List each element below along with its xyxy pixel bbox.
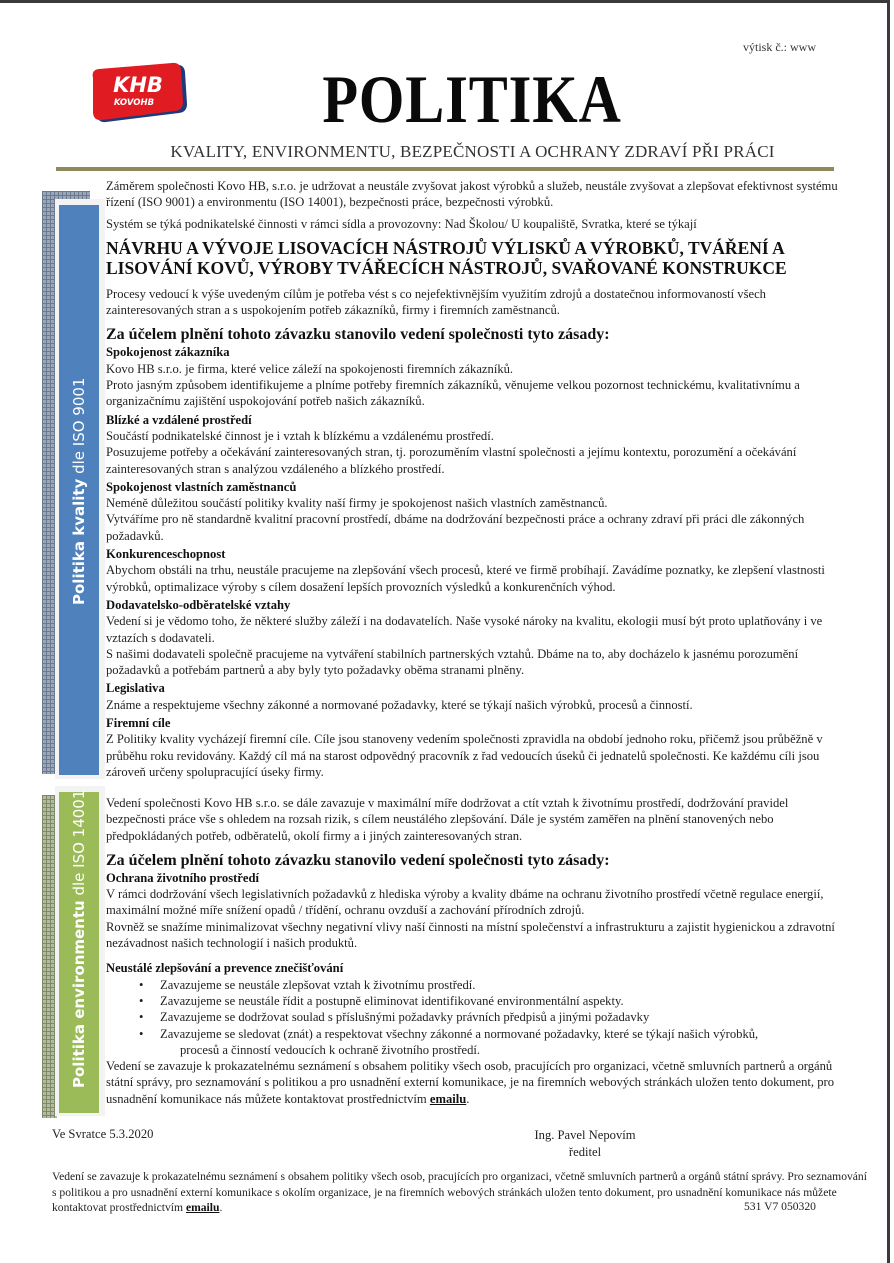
section-line: Známe a respektujeme všechny zákonné a normované požadavky, které se týkají našich výrobků, procesů a činností. (106, 697, 693, 712)
section-line: Neméně důležitou součástí politiky kvality naší firmy je spokojenost našich vlastních zaměstnanců. (106, 496, 608, 511)
list-item-line: Zavazujeme se sledovat (znát) a respektovat všechny zákonné a normované požadavky, které se týkají našich výrobků, (160, 1026, 759, 1041)
closing-paragraph (106, 1058, 846, 1107)
principles-title: Za účelem plnění tohoto závazku stanovilo vedení společnosti tyto zásady: (106, 326, 610, 344)
place-date: Ve Svratce 5.3.2020 (52, 1127, 154, 1141)
footer-end: . (219, 1201, 223, 1214)
section-title: Konkurenceschopnost (106, 547, 226, 562)
email-link[interactable]: emailu (429, 1091, 467, 1106)
document-code: 531 V7 050320 (744, 1200, 816, 1213)
closing-end: . (466, 1091, 470, 1106)
protection-title: Ochrana životního prostředí (106, 870, 259, 885)
list-item: • Zavazujeme se neustále zlepšovat vztah k životnímu prostředí. (134, 977, 846, 993)
section-line: Vytváříme pro ně standardně kvalitní pracovní prostředí, dbáme na dodržování bezpečnosti práce a ochrany zdraví při práci dle zákonných požadavků. (106, 512, 805, 543)
environment-bar-label-rest: dle ISO 14001 (70, 789, 88, 901)
environment-principles-title: Za účelem plnění tohoto závazku stanovilo vedení společnosti tyto zásady: (106, 851, 610, 869)
environment-bar-label (70, 790, 88, 1088)
list-item: • Zavazujeme se neustále řídit a postupně eliminovat identifikované environmentální aspekty. (134, 993, 846, 1009)
section-line: Z Politiky kvality vycházejí firemní cíle. Cíle jsou stanoveny vedením společnosti zpravidla na období jednoho roku, přičemž jsou průběžně v průběhu roku revidovány. Každý cíl má na starost odpovědný pracovník z řad vedoucích úseků či jednatelů společnosti. Ke každému cíli jsou zároveň určeny spolupracující úseky firmy. (106, 732, 823, 779)
title-rule (56, 167, 834, 171)
protection-line: Rovněž se snažíme minimalizovat všechny negativní vlivy naší činnosti na místní společenství a infrastrukturu a zajistit hygienickou a zdravotní nezávadnost našich technologií i našich produktů. (106, 919, 835, 951)
section-title: Firemní cíle (106, 716, 171, 731)
page-subtitle: KVALITY, ENVIRONMENTU, BEZPEČNOSTI A OCHRANY ZDRAVÍ PŘI PRÁCI (170, 142, 775, 161)
page-title: POLITIKA (322, 61, 622, 137)
section-title: Legislativa (106, 681, 165, 696)
section-line: Kovo HB s.r.o. je firma, které velice záleží na spokojenosti firemních zákazníků. (106, 361, 514, 376)
scope-heading: NÁVRHU A VÝVOJE LISOVACÍCH NÁSTROJŮ VÝLISKŮ A VÝROBKŮ, TVÁŘENÍ A LISOVÁNÍ KOVŮ, VÝROBY TVÁŘECÍCH NÁSTROJŮ, SVAŘOVANÉ KONSTRUKCE (106, 237, 787, 278)
section-line: Proto jasným způsobem identifikujeme a plníme potřeby firemních zákazníků, věnujeme velkou pozornost technickému, kvalitativnímu a organizačnímu zajištění uspokojování potřeb našich zákazníků. (106, 378, 800, 409)
signatory-role: ředitel (568, 1145, 602, 1159)
quality-bar-label-rest: dle ISO 9001 (70, 377, 88, 479)
environment-bar-label-bold: Politika environmentu (70, 900, 88, 1088)
signatory (500, 1127, 670, 1161)
section-line: Abychom obstáli na trhu, neustále pracujeme na zlepšování všech procesů, které ve firmě probíhají. Zavádíme poznatky, ke zlepšení vlastnosti výrobků, optimalizace výroby s cílem dosažení lepších provozních výsledků a konkurenčních výhod. (106, 563, 825, 594)
improvement-list (106, 977, 846, 1058)
copy-number: výtisk č.: www (743, 40, 816, 54)
logo-brand-text: KHB (113, 73, 163, 97)
protection-line: V rámci dodržování všech legislativních požadavků z hlediska výroby a kvality dbáme na ochranu životního prostředí včetně regulace energií, maximální možné míře snížení opadů / třídění, ochranu ovzduší a zachování přírodních zdrojů. (106, 887, 824, 918)
improvement-title: Neustálé zlepšování a prevence znečišťování (106, 961, 344, 976)
footer-email-link[interactable]: emailu (185, 1201, 220, 1214)
section-title: Spokojenost vlastních zaměstnanců (106, 479, 297, 494)
section-title: Spokojenost zákazníka (106, 345, 230, 360)
section-line: Vedení si je vědomo toho, že některé služby záleží i na dodavatelích. Naše vysoké nároky na kvalitu, ekologii musí být proto uplatňovány i ve vztazích s dodavateli. (106, 614, 823, 645)
logo-sub-text: KOVOHB (113, 98, 155, 108)
intro-paragraph: Záměrem společnosti Kovo HB, s.r.o. je udržovat a neustále zvyšovat jakost výrobků a služeb, neustále zvyšovat a zlepšovat efektivnost systému řízení (ISO 9001) a environmentu (ISO 14001), bezpečnosti práce, bezpečnosti výrobků. (106, 179, 838, 210)
scope-intro: Systém se týká podnikatelské činnosti v rámci sídla a provozovny: Nad Školou/ U koupaliště, Svratka, které se týkají (106, 216, 697, 231)
quality-bar-label-bold: Politika kvality (70, 478, 88, 605)
quality-section (106, 178, 846, 780)
list-item-continuation: procesů a činností vedoucích k ochraně životního prostředí. (180, 1042, 481, 1057)
list-item: • Zavazujeme se dodržovat soulad s příslušnými požadavky právních předpisů a jinými požadavky (134, 1009, 846, 1025)
section-line: Posuzujeme potřeby a očekávání zainteresovaných stran, tj. porozuměním vlastní společnosti a jejímu kontextu, porozumění a očekávání zainteresovaných stran s analýzou vzdáleného a blízkého prostředí. (106, 445, 797, 476)
section-title: Blízké a vzdálené prostředí (106, 412, 252, 427)
environment-intro: Vedení společnosti Kovo HB s.r.o. se dále zavazuje v maximální míře dodržovat a ctít vztah k životnímu prostředí, dodržování pravidel bezpečnosti práce vše s ohledem na rozsah rizik, s cílem neustálého zlepšování. Dále je systém zaměřen na plnění stanovených nebo předpokládaných potřeb, odběratelů, okolí firmy a i jiných zainteresovaných stran. (106, 796, 789, 843)
section-line: Součástí podnikatelské činnost je i vztah k blízkému a vzdálenému prostředí. (106, 428, 494, 443)
list-item (134, 1026, 846, 1059)
section-line: S našimi dodavateli společně pracujeme na vytváření stabilních partnerských vztahů. Dbáme na to, aby docházelo k jasnému porozumění požadavků a potřebám partnerů a aby byly tyto požadavky oběma stranami plněny. (106, 646, 799, 678)
closing-text: Vedení se zavazuje k prokazatelnému seznámení s obsahem politiky všech osob, pracujících pro organizaci, včetně smluvních partnerů a orgánů státní správy, pro seznamování s politikou a pro usnadnění externí komunikace, je na firemních webových stránkách uložen tento dokument, pro usnadnění komunikace nás můžete kontaktovat prostřednictvím (106, 1059, 835, 1106)
environment-section (106, 795, 846, 1107)
signatory-name: Ing. Pavel Nepovím (534, 1128, 636, 1142)
quality-bar-label (70, 378, 88, 605)
processes-paragraph: Procesy vedoucí k výše uvedeným cílům je potřeba vést s co nejefektivnějším využitím zdrojů a dostatečnou informovaností všech zainteresovaných stran a s uspokojením potřeb zákazníků, firmy i firemních zaměstnanců. (106, 286, 766, 318)
footer-text: Vedení se zavazuje k prokazatelnému seznámení s obsahem politiky všech osob, pracujících pro organizaci, včetně smluvních partnerů a orgánů státní správy. Pro seznamování s politikou a pro usnadnění externí komunikace s okolím organizace, je na firemních webových stránkách uložen tento dokument, pro usnadnění komunikace nás můžete kontaktovat prostřednictvím (52, 1170, 867, 1214)
section-title: Dodavatelsko-odběratelské vztahy (106, 597, 291, 612)
